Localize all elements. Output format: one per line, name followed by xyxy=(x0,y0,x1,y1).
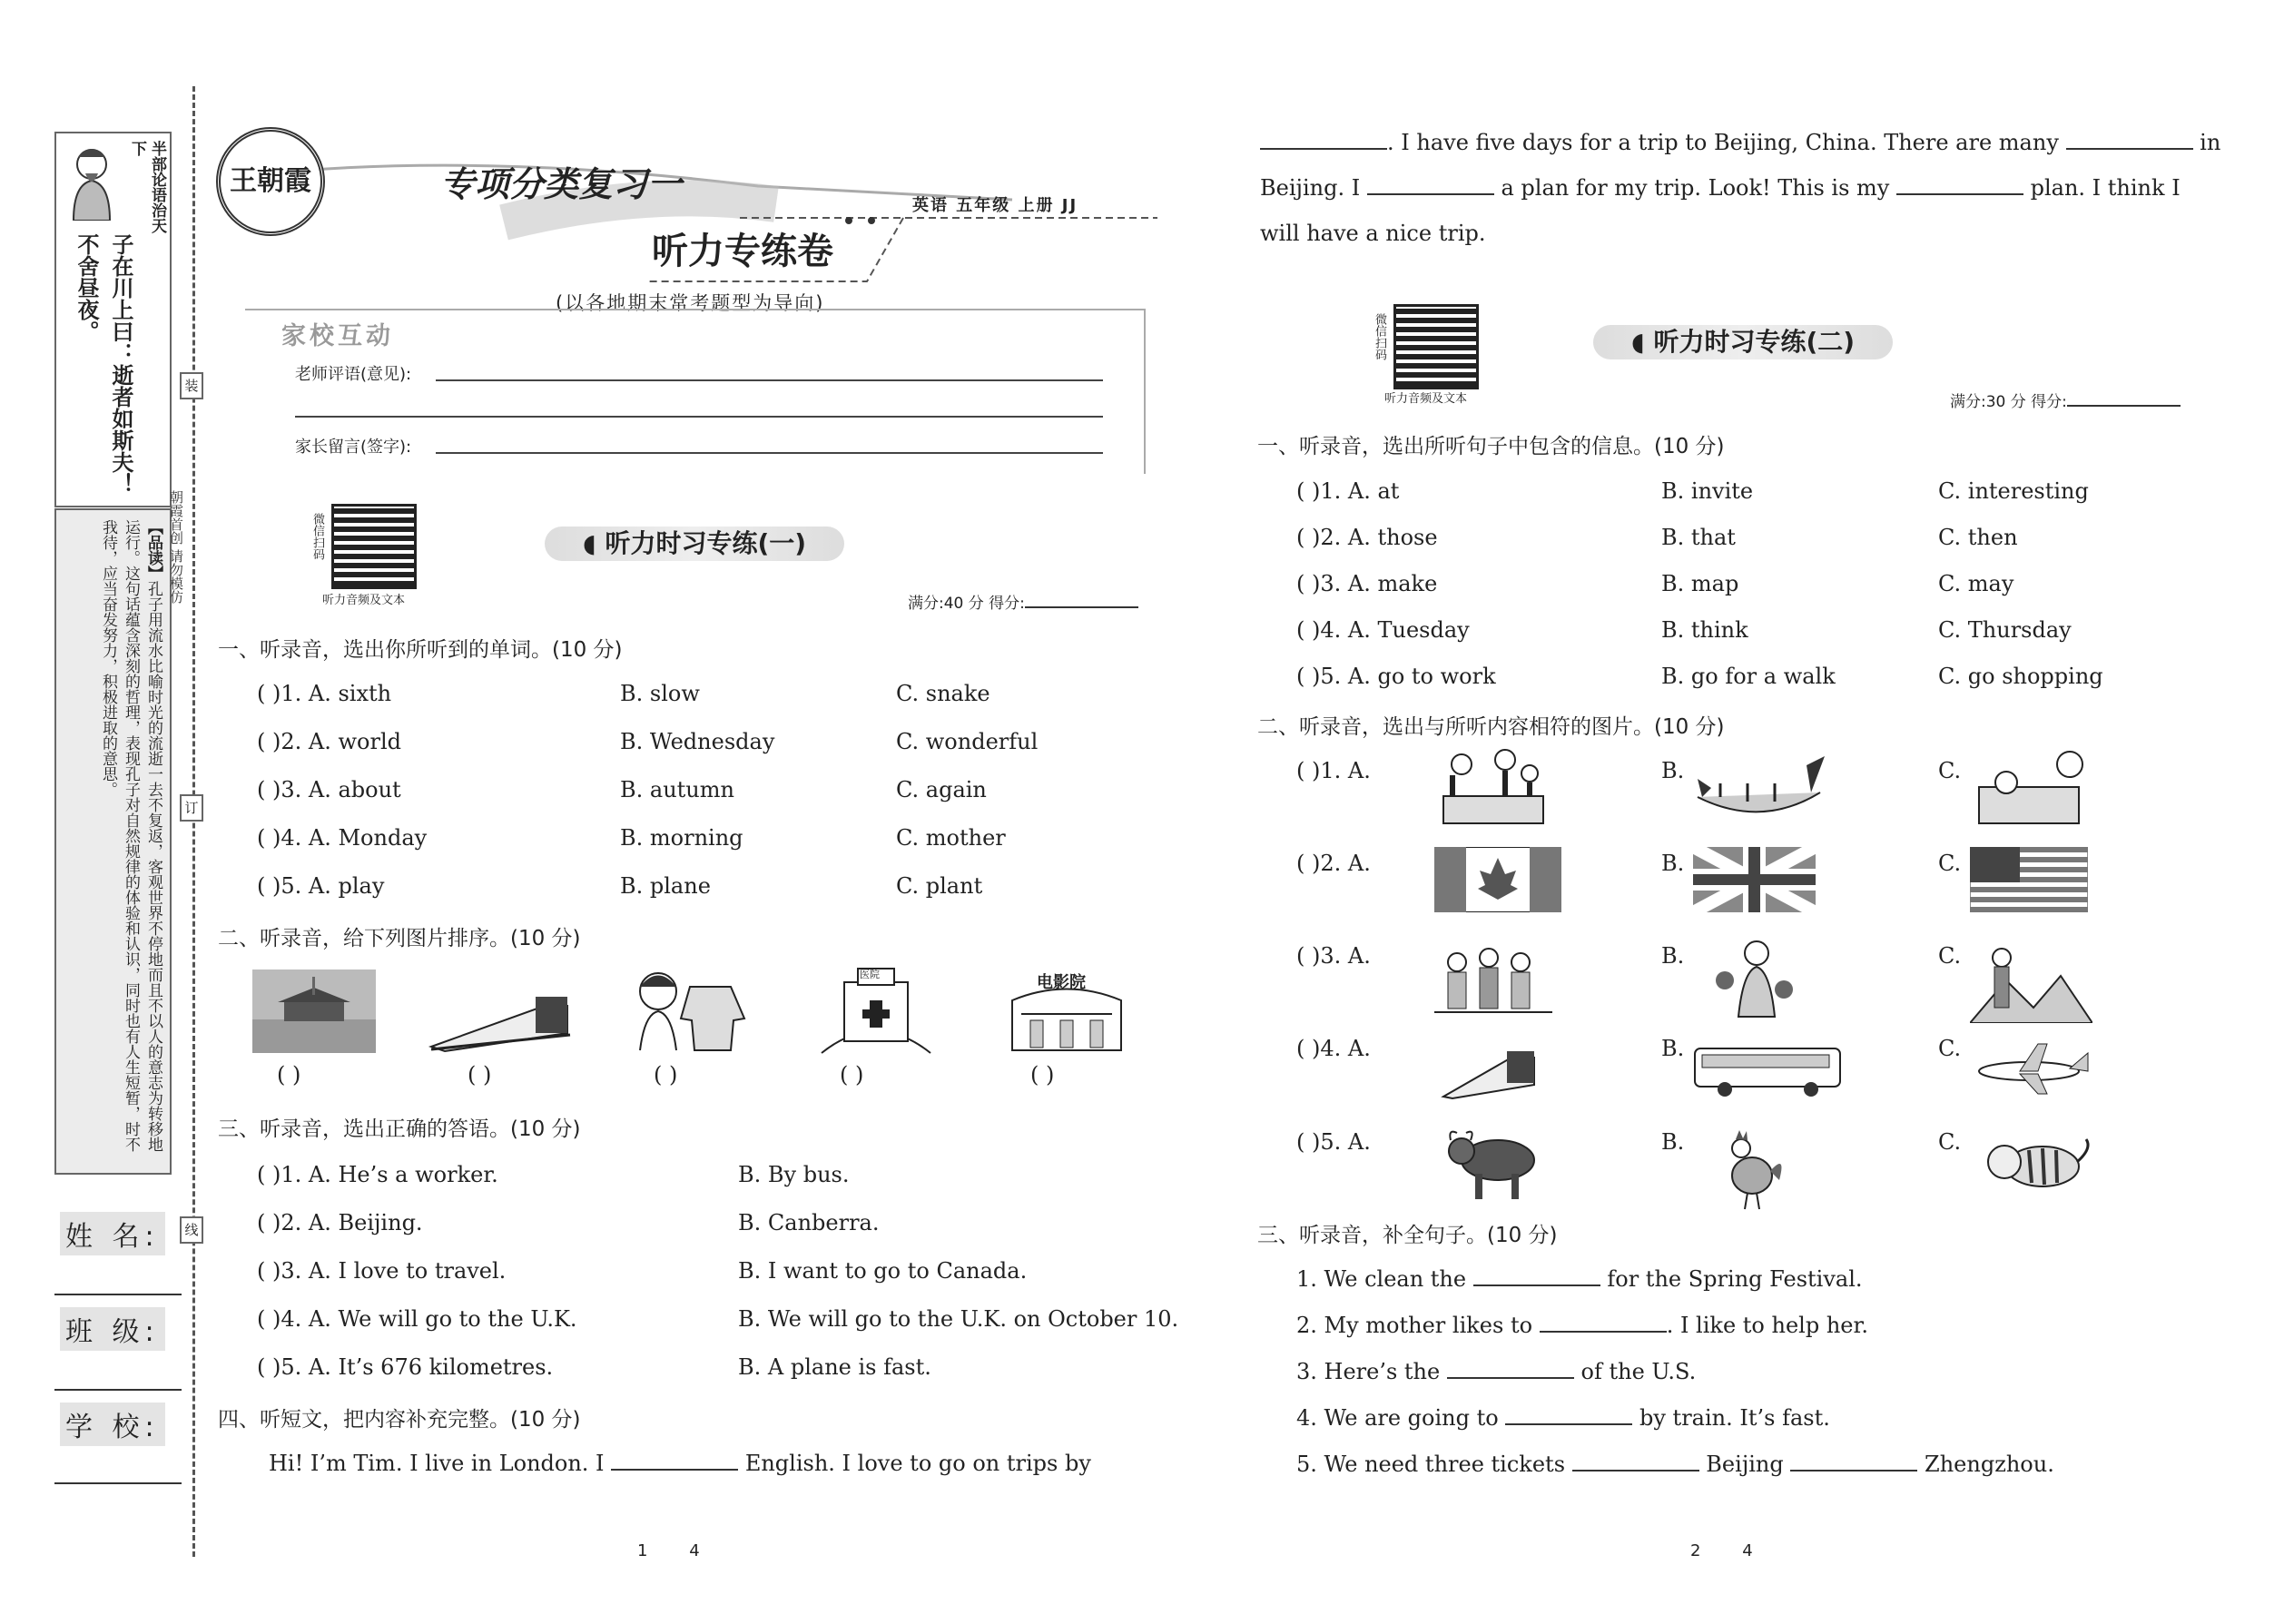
p1-sec1-title: 一、听录音，选出你所听到的单词。(10 分) xyxy=(218,638,623,662)
dragon-boat-picture xyxy=(1693,743,1829,829)
parent-message-field[interactable] xyxy=(436,452,1103,454)
p1-sec3-q2-a[interactable]: ( )2. A. Beijing. xyxy=(257,1210,423,1235)
rt-blank-4[interactable] xyxy=(1896,175,2023,195)
p1-sec4-blank-1[interactable] xyxy=(611,1451,738,1471)
p1-sec1-q3-b: B. autumn xyxy=(620,777,734,802)
school-field[interactable] xyxy=(54,1482,182,1484)
page-number-2: 2 4 xyxy=(1690,1541,1753,1560)
p2-sec3-blank-3[interactable] xyxy=(1447,1359,1574,1379)
people-market-picture xyxy=(1434,940,1552,1019)
series-label: 半部论语治天下 xyxy=(128,141,166,233)
p1-sec1-q5-c: C. plant xyxy=(896,873,983,899)
rt-line1-b: in xyxy=(2200,130,2221,155)
logo-text: 王朝霞 xyxy=(230,165,311,197)
uk-flag-picture xyxy=(1693,847,1816,912)
train-picture xyxy=(427,969,572,1053)
p1-sec3-q5-b: B. A plane is fast. xyxy=(738,1354,931,1380)
p1-sec2-paren-3[interactable]: ( ) xyxy=(654,1062,678,1088)
p2-sec1-q1-b: B. invite xyxy=(1661,478,1754,504)
p2-sec3-q5-b: Beijing xyxy=(1706,1452,1784,1477)
p2-sec2-q4-c: C. xyxy=(1938,1036,1962,1061)
p1-sec4-title: 四、听短文，把内容补充完整。(10 分) xyxy=(218,1408,581,1432)
commentary-body: 孔子用流水比喻时光的流逝一去不复返，客观世界不停地而且不以人的意志为转移地运行。这句话蕴含深刻的哲理，表现孔子对自然规律的体验和认识，同时也有人生短暂，时不我待，应当奋发努力，积极进取的意思。 xyxy=(99,519,162,1152)
p2-sec3-q4-b: by train. It’s fast. xyxy=(1639,1405,1830,1431)
p1-sec1-q3-c: C. again xyxy=(896,777,987,802)
p1-sec1-q5-b: B. plane xyxy=(620,873,711,899)
p2-sec3-blank-4[interactable] xyxy=(1505,1405,1632,1425)
p1-sec3-title: 三、听录音，选出正确的答语。(10 分) xyxy=(218,1117,581,1141)
p1-sec1-q2-a[interactable]: ( )2. A. world xyxy=(257,729,401,754)
rt-line3: will have a nice trip. xyxy=(1260,221,1486,246)
parent-message-label: 家长留言(签字): xyxy=(295,438,412,457)
cut-line xyxy=(192,86,195,1557)
headphones-icon: ◖ xyxy=(582,528,596,558)
p2-sec3-q2-a: 2. My mother likes to xyxy=(1296,1313,1533,1338)
p2-sec3-q3 xyxy=(1296,1359,1696,1384)
p2-sec3-q4-a: 4. We are going to xyxy=(1296,1405,1499,1431)
p2-sec1-q4-a[interactable]: ( )4. A. Tuesday xyxy=(1296,617,1470,643)
p2-sec3-q4 xyxy=(1296,1405,1830,1431)
p2-sec3-title: 三、听录音，补全句子。(10 分) xyxy=(1257,1224,1558,1247)
p2-sec3-blank-5[interactable] xyxy=(1572,1452,1699,1471)
p2-sec2-q2-a[interactable]: ( )2. A. xyxy=(1296,851,1371,876)
headphones-icon-2: ◖ xyxy=(1630,327,1645,357)
p1-sec1-q4-a[interactable]: ( )4. A. Monday xyxy=(257,825,428,851)
p2-sec2-q1-b: B. xyxy=(1661,758,1685,783)
rt-blank-1[interactable] xyxy=(1260,130,1387,150)
p2-sec1-title: 一、听录音，选出所听句子中包含的信息。(10 分) xyxy=(1257,435,1725,458)
usa-flag-picture xyxy=(1970,847,2088,912)
p1-sec3-q3-a[interactable]: ( )3. A. I love to travel. xyxy=(257,1258,507,1284)
p1-sec3-q5-a[interactable]: ( )5. A. It’s 676 kilometres. xyxy=(257,1354,554,1380)
p2-sec2-q4-b: B. xyxy=(1661,1036,1685,1061)
brand-note: 朝霞首创 请勿模仿 xyxy=(168,490,184,604)
class-field[interactable] xyxy=(54,1389,182,1391)
p2-sec3-blank-2[interactable] xyxy=(1540,1313,1667,1333)
banner-part1-text: 听力时习专练(一) xyxy=(605,528,807,558)
flower-girl-picture xyxy=(1707,935,1797,1021)
tiger-picture xyxy=(1979,1130,2092,1196)
rt-line1-a: . I have five days for a trip to Beijing, China. There are many xyxy=(1387,130,2059,155)
cut-mark-3: 线 xyxy=(180,1216,203,1244)
p1-sec1-q5-a[interactable]: ( )5. A. play xyxy=(257,873,385,899)
commentary-text xyxy=(96,519,164,1155)
mountain-hiker-picture xyxy=(1970,940,2092,1023)
p1-sec1-q4-b: B. morning xyxy=(620,825,743,851)
qr-caption-side-2: 微信扫码 xyxy=(1373,313,1386,360)
p1-sec1-q3-a[interactable]: ( )3. A. about xyxy=(257,777,401,802)
p2-sec1-q3-b: B. map xyxy=(1661,571,1739,596)
qr-caption-bottom-2: 听力音频及文本 xyxy=(1384,392,1468,406)
p1-sec3-q2-b: B. Canberra. xyxy=(738,1210,880,1235)
p2-sec2-q5-a[interactable]: ( )5. A. xyxy=(1296,1129,1371,1155)
score-part2-label: 满分:30 分 得分: xyxy=(1950,393,2067,411)
name-label: 姓 名: xyxy=(60,1212,165,1255)
p1-sec1-q2-c: C. wonderful xyxy=(896,729,1039,754)
score-part2 xyxy=(1950,389,2181,411)
p1-sec2-title: 二、听录音，给下列图片排序。(10 分) xyxy=(218,927,581,950)
qr-code-1[interactable] xyxy=(331,504,417,589)
score-part1-label: 满分:40 分 得分: xyxy=(908,595,1025,613)
p2-sec3-q5 xyxy=(1296,1452,2054,1477)
p2-sec3-blank-6[interactable] xyxy=(1790,1452,1917,1471)
p2-sec1-q1-a[interactable]: ( )1. A. at xyxy=(1296,478,1400,504)
score-part1 xyxy=(908,590,1138,613)
p1-sec2-paren-1[interactable]: ( ) xyxy=(277,1062,301,1088)
train-picture-2 xyxy=(1439,1035,1539,1100)
p2-sec3-q1-a: 1. We clean the xyxy=(1296,1266,1467,1292)
school-label: 学 校: xyxy=(60,1403,165,1446)
p1-sec1-q1-a[interactable]: ( )1. A. sixth xyxy=(257,681,392,706)
p1-sec1-q2-b: B. Wednesday xyxy=(620,729,775,754)
p2-sec3-q3-b: of the U.S. xyxy=(1580,1359,1697,1384)
p2-sec1-q5-a[interactable]: ( )5. A. go to work xyxy=(1296,664,1496,689)
p2-sec1-q5-b: B. go for a walk xyxy=(1661,664,1836,689)
rt-blank-3[interactable] xyxy=(1367,175,1494,195)
qr-caption-side-1: 微信扫码 xyxy=(310,513,324,560)
teacher-comment-field-2[interactable] xyxy=(295,416,1103,418)
p1-sec3-q3-b: B. I want to go to Canada. xyxy=(738,1258,1028,1284)
rooster-picture xyxy=(1716,1126,1788,1212)
p2-sec2-q3-a[interactable]: ( )3. A. xyxy=(1296,943,1371,969)
quote-box xyxy=(54,132,172,507)
p1-sec3-q4-a[interactable]: ( )4. A. We will go to the U.K. xyxy=(257,1306,577,1332)
canada-flag-picture xyxy=(1434,847,1561,912)
exam-title: 听力专练卷 xyxy=(652,231,833,272)
score-part2-field[interactable] xyxy=(2067,405,2181,407)
p2-sec3-q3-a: 3. Here’s the xyxy=(1296,1359,1441,1384)
p2-sec3-q5-c: Zhengzhou. xyxy=(1925,1452,2054,1477)
qr-code-2[interactable] xyxy=(1393,304,1479,389)
p1-sec1-q4-c: C. mother xyxy=(896,825,1006,851)
p2-sec1-q2-c: C. then xyxy=(1938,525,2018,550)
home-school-label: 家校互动 xyxy=(281,322,394,350)
p2-sec3-q2 xyxy=(1296,1313,1868,1338)
bus-picture xyxy=(1693,1044,1843,1098)
tiananmen-picture xyxy=(252,969,376,1053)
p2-sec2-q1-c: C. xyxy=(1938,758,1962,783)
p1-sec2-paren-4[interactable]: ( ) xyxy=(840,1062,864,1088)
p2-sec2-q2-c: C. xyxy=(1938,851,1962,876)
cut-mark-1: 装 xyxy=(180,372,203,399)
rt-line1 xyxy=(1260,130,2222,155)
teacher-comment-label: 老师评语(意见): xyxy=(295,365,412,384)
p2-sec2-q5-b: B. xyxy=(1661,1129,1685,1155)
review-title: 专项分类复习一 xyxy=(440,164,683,204)
p2-sec2-q2-b: B. xyxy=(1661,851,1685,876)
airplane-picture xyxy=(1970,1039,2092,1098)
ox-picture xyxy=(1443,1124,1543,1204)
p2-sec1-q3-a[interactable]: ( )3. A. make xyxy=(1296,571,1438,596)
p2-sec1-q1-c: C. interesting xyxy=(1938,478,2089,504)
hospital-sign: 医院 xyxy=(860,969,880,980)
p2-sec1-q2-b: B. that xyxy=(1661,525,1736,550)
p2-sec2-q1-a[interactable]: ( )1. A. xyxy=(1296,758,1371,783)
class-label: 班 级: xyxy=(60,1307,165,1351)
family-dumplings-picture xyxy=(1434,746,1552,830)
p2-sec1-q2-a[interactable]: ( )2. A. those xyxy=(1296,525,1438,550)
quote-text: 子在川上曰：逝者如斯夫！不舍昼夜。 xyxy=(74,233,133,495)
p1-sec1-q1-c: C. snake xyxy=(896,681,990,706)
subject-tags: 英语 五年级 上册 JJ xyxy=(912,196,1078,215)
p2-sec3-q1 xyxy=(1296,1266,1863,1292)
cut-mark-2: 订 xyxy=(180,794,203,822)
logo xyxy=(216,127,325,236)
p1-sec3-q4-b: B. We will go to the U.K. on October 10. xyxy=(738,1306,1179,1332)
teacher-comment-field[interactable] xyxy=(436,379,1103,381)
rt-line2-a: Beijing. I xyxy=(1260,175,1361,201)
commentary-box xyxy=(54,508,172,1175)
p2-sec3-q5-a: 5. We need three tickets xyxy=(1296,1452,1566,1477)
p1-sec4-line1 xyxy=(269,1451,1177,1476)
rt-line2-c: plan. I think I xyxy=(2030,175,2181,201)
rt-blank-2[interactable] xyxy=(2066,130,2193,150)
p2-sec1-q4-c: C. Thursday xyxy=(1938,617,2072,643)
confucius-portrait xyxy=(60,139,123,221)
p1-sec4-line1-a: Hi! I’m Tim. I live in London. I xyxy=(269,1451,605,1476)
p1-sec2-paren-5[interactable]: ( ) xyxy=(1030,1062,1055,1088)
banner-part1 xyxy=(545,527,844,561)
p2-sec2-q3-b: B. xyxy=(1661,943,1685,969)
rt-line2-b: a plan for my trip. Look! This is my xyxy=(1501,175,1890,201)
p1-sec3-q1-b: B. By bus. xyxy=(738,1162,850,1187)
p2-sec3-q2-b: . I like to help her. xyxy=(1666,1313,1868,1338)
banner-part2-text: 听力时习专练(二) xyxy=(1653,327,1856,357)
commentary-head: 【品读】 xyxy=(144,519,162,581)
p2-sec2-q4-a[interactable]: ( )4. A. xyxy=(1296,1036,1371,1061)
moon-cake-picture xyxy=(1970,746,2092,830)
p2-sec1-q4-b: B. think xyxy=(1661,617,1748,643)
name-field[interactable] xyxy=(54,1294,182,1295)
sweater-girl-picture xyxy=(626,964,749,1055)
exam-subtitle: (以各地期末常考题型为导向) xyxy=(556,292,825,314)
p2-sec3-blank-1[interactable] xyxy=(1473,1266,1600,1286)
p2-sec1-q5-c: C. go shopping xyxy=(1938,664,2103,689)
p1-sec1-q1-b: B. slow xyxy=(620,681,700,706)
p1-sec2-paren-2[interactable]: ( ) xyxy=(468,1062,492,1088)
p1-sec3-q1-a[interactable]: ( )1. A. He’s a worker. xyxy=(257,1162,498,1187)
cinema-sign: 电影院 xyxy=(1037,973,1086,992)
rt-line2 xyxy=(1260,175,2222,201)
page-number-1: 1 4 xyxy=(637,1541,700,1560)
p2-sec1-q3-c: C. may xyxy=(1938,571,2014,596)
score-part1-field[interactable] xyxy=(1025,606,1138,608)
p2-sec2-q5-c: C. xyxy=(1938,1129,1962,1155)
p2-sec2-q3-c: C. xyxy=(1938,943,1962,969)
p1-sec4-line1-b: English. I love to go on trips by xyxy=(744,1451,1091,1476)
p2-sec3-q1-b: for the Spring Festival. xyxy=(1607,1266,1863,1292)
p2-sec2-title: 二、听录音，选出与所听内容相符的图片。(10 分) xyxy=(1257,715,1725,739)
qr-caption-bottom-1: 听力音频及文本 xyxy=(322,594,406,607)
banner-part2 xyxy=(1593,325,1893,359)
